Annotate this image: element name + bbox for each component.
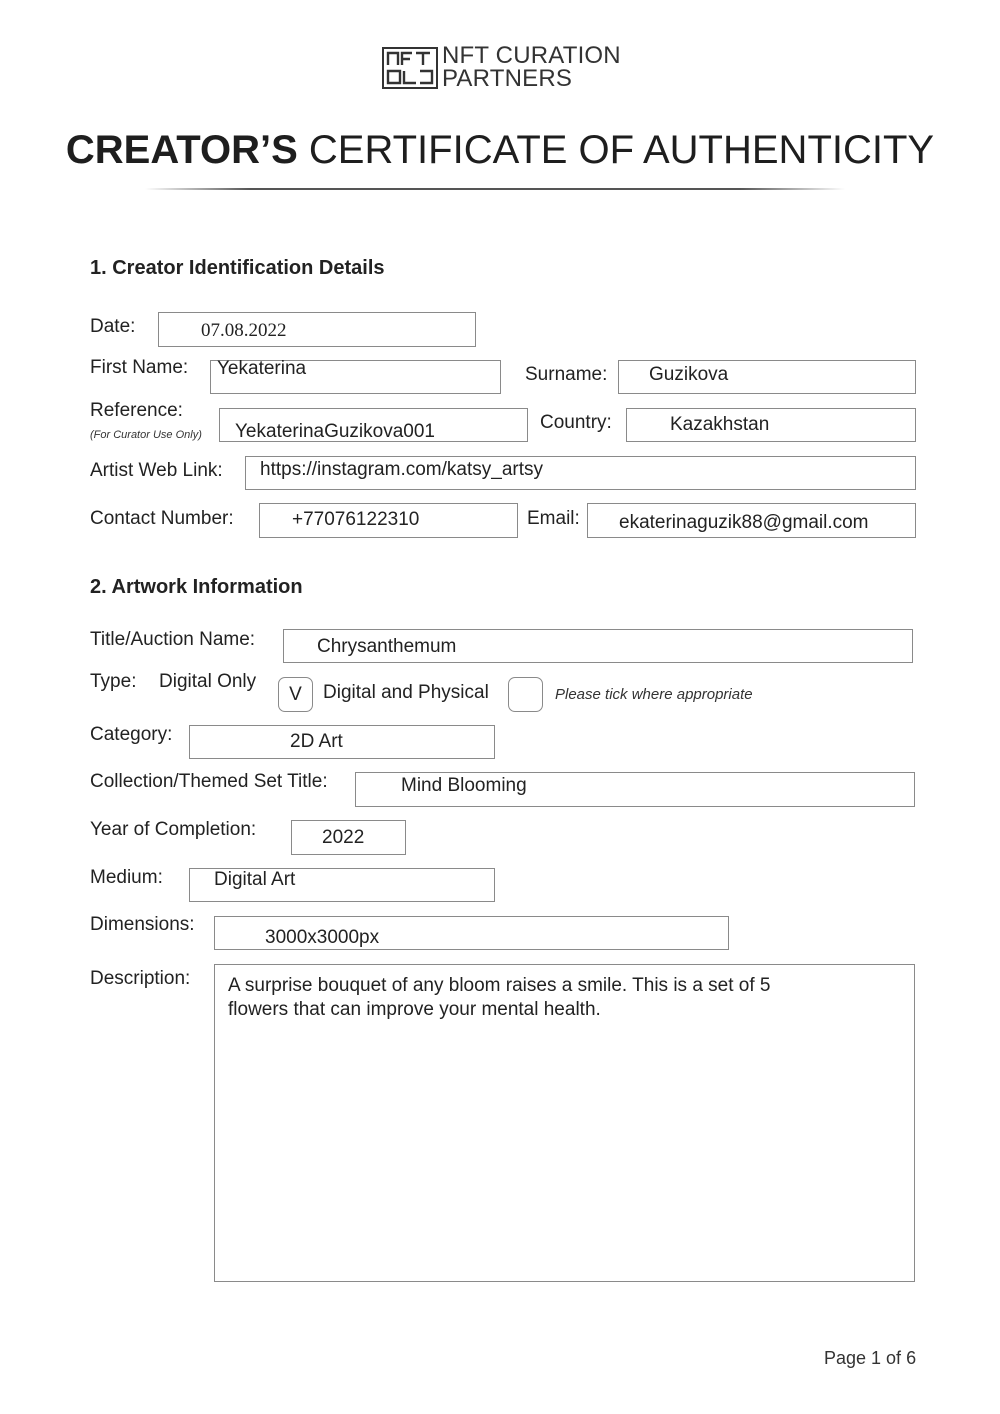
reference-value: YekaterinaGuzikova001 bbox=[235, 421, 435, 442]
first-name-field[interactable] bbox=[210, 360, 501, 394]
surname-value: Guzikova bbox=[649, 364, 729, 385]
description-field[interactable] bbox=[214, 964, 915, 1282]
medium-label: Medium: bbox=[90, 867, 163, 888]
year-value: 2022 bbox=[322, 827, 365, 848]
page-number: Page 1 of 6 bbox=[824, 1348, 917, 1368]
reference-field[interactable] bbox=[219, 408, 528, 442]
first-name-label: First Name: bbox=[90, 357, 189, 378]
surname-field[interactable] bbox=[618, 360, 916, 394]
first-name-value: Yekaterina bbox=[217, 358, 307, 379]
contact-number-value: +77076122310 bbox=[292, 509, 420, 530]
description-value: A surprise bouquet of any bloom raises a smile. This is a set of 5 flowers that can improve your mental health. bbox=[228, 975, 771, 1020]
logo-line-2: PARTNERS bbox=[442, 65, 573, 92]
page-title-regular: CERTIFICATE OF AUTHENTICITY bbox=[308, 128, 935, 172]
logo-wordmark bbox=[442, 44, 621, 90]
page-title bbox=[0, 128, 1000, 173]
reference-note: (For Curator Use Only) bbox=[90, 429, 202, 441]
web-link-label: Artist Web Link: bbox=[90, 460, 223, 481]
year-field[interactable] bbox=[291, 820, 406, 855]
digital-only-checkbox[interactable] bbox=[278, 677, 313, 712]
collection-value: Mind Blooming bbox=[401, 775, 527, 796]
country-label: Country: bbox=[540, 412, 612, 433]
section-2-heading: 2. Artwork Information bbox=[90, 576, 303, 598]
email-value: ekaterinaguzik88@gmail.com bbox=[619, 512, 869, 533]
year-label: Year of Completion: bbox=[90, 819, 257, 840]
title-auction-field[interactable] bbox=[283, 629, 913, 663]
digital-only-tick: V bbox=[289, 684, 302, 705]
collection-label: Collection/Themed Set Title: bbox=[90, 771, 328, 792]
category-value: 2D Art bbox=[290, 731, 343, 752]
title-auction-value: Chrysanthemum bbox=[317, 636, 457, 657]
medium-value: Digital Art bbox=[214, 869, 296, 890]
web-link-field[interactable] bbox=[245, 456, 916, 490]
type-digital-only-label: Digital Only bbox=[159, 671, 257, 692]
contact-number-field[interactable] bbox=[259, 503, 518, 538]
logo-line-1: NFT CURATION bbox=[442, 42, 621, 69]
collection-field[interactable] bbox=[355, 772, 915, 807]
medium-field[interactable] bbox=[189, 868, 495, 902]
web-link-value: https://instagram.com/katsy_artsy bbox=[260, 459, 543, 480]
country-field[interactable] bbox=[626, 408, 916, 442]
digital-physical-checkbox[interactable] bbox=[508, 677, 543, 712]
dimensions-label: Dimensions: bbox=[90, 914, 195, 935]
reference-label: Reference: bbox=[90, 400, 183, 421]
date-field[interactable] bbox=[158, 312, 476, 347]
surname-label: Surname: bbox=[525, 364, 608, 385]
type-label: Type: bbox=[90, 671, 137, 692]
nft-logo-icon bbox=[382, 47, 438, 89]
dimensions-value: 3000x3000px bbox=[265, 927, 380, 948]
email-label: Email: bbox=[527, 508, 580, 529]
date-value: 07.08.2022 bbox=[201, 320, 287, 341]
title-divider bbox=[145, 188, 845, 190]
category-field[interactable] bbox=[189, 725, 495, 759]
email-field[interactable] bbox=[587, 503, 916, 538]
category-label: Category: bbox=[90, 724, 173, 745]
contact-number-label: Contact Number: bbox=[90, 508, 234, 529]
dimensions-field[interactable] bbox=[214, 916, 729, 950]
country-value: Kazakhstan bbox=[670, 414, 770, 435]
section-1-heading: 1. Creator Identification Details bbox=[90, 257, 385, 279]
type-digital-physical-label: Digital and Physical bbox=[323, 682, 489, 703]
type-hint: Please tick where appropriate bbox=[555, 686, 753, 703]
date-label: Date: bbox=[90, 316, 136, 337]
title-auction-label: Title/Auction Name: bbox=[90, 629, 256, 650]
description-label: Description: bbox=[90, 968, 191, 989]
page-title-bold: CREATOR’S bbox=[65, 128, 298, 172]
